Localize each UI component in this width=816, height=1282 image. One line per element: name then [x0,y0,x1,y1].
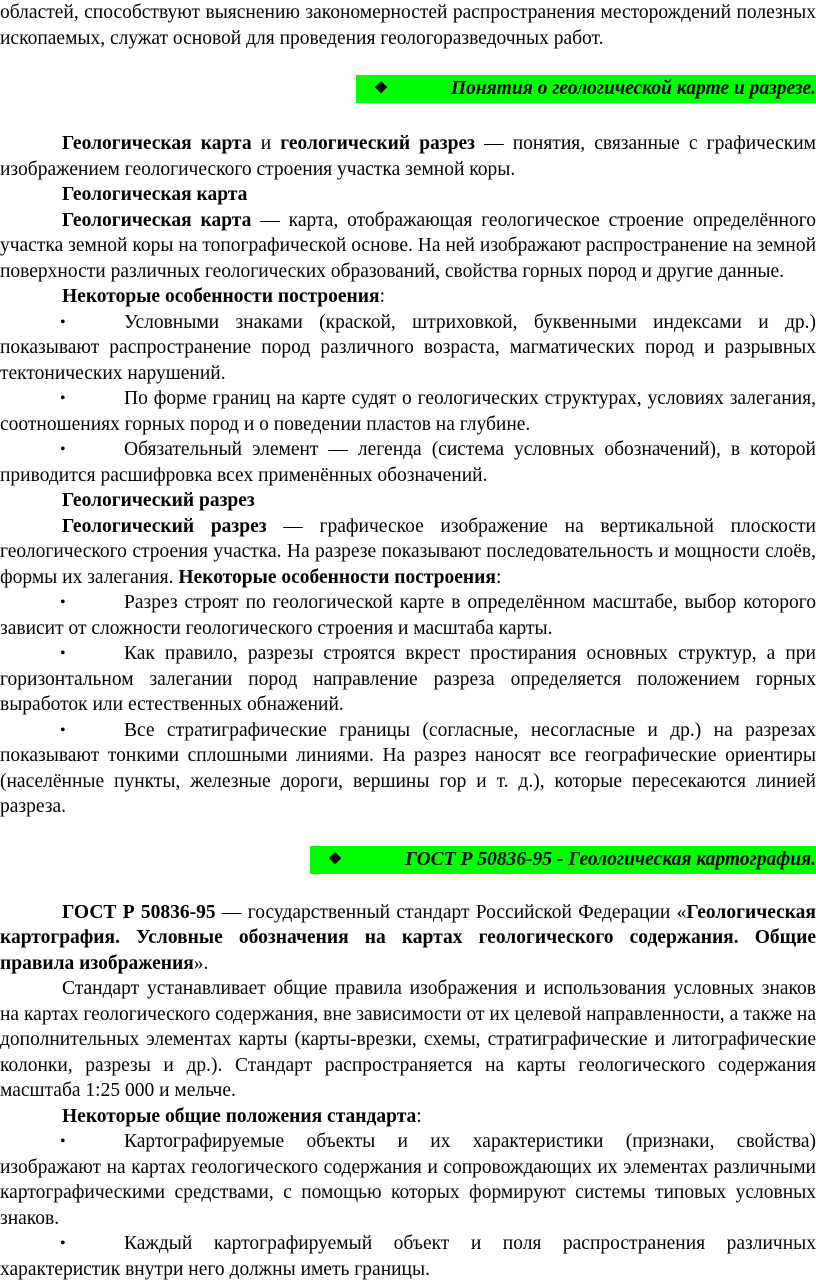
section-definition [0,514,816,591]
section-heading-geological-map [356,75,816,103]
map-features-title-text: Некоторые особенности построения [62,286,380,307]
provisions-title [0,1104,816,1130]
colon: : [379,286,385,307]
gost-title: Геологическая картография. Условные обозначения на картах геологического содержания. Общие правила изображения [0,901,816,974]
gost-term: ГОСТ Р 50836-95 [62,901,216,923]
provisions-title-text: Некоторые общие положения стандарта [62,1105,417,1127]
diamond-bullet-icon: ❖ [327,850,343,868]
provision-bullet-1: • Картографируемые объекты и их характеристики (признаки, свойства) изображают на картах геологического содержания и сопровождающих их элементах различными картографическими средствами, с помощью которых формируют системы типовых условных знаков. [0,1129,816,1231]
intro-paragraph: областей, способствуют выяснению закономерностей распространения месторождений полезных ископаемых, служат основой для проведения геологоразведочных работ. [0,2,816,49]
heading-text: Понятия о геологической карте и разрезе. [450,78,816,99]
map-definition-text: — карта, отображающая геологическое строение определённого участка земной коры на топографической основе. На ней изображают распространение на земной поверхности различных геологических образований, свойства горных пород и другие данные. [0,209,816,282]
map-bullet-1: • Условными знаками (краской, штриховкой, буквенными индексами и др.) показывают распространение пород различного возраста, магматических пород и разрывных тектонических нарушений. [0,310,816,387]
section-bullet-2: • Как правило, разрезы строятся вкрест простирания основных структур, а при горизонтальном залегании пород направление разреза определяется положением горных выработок или естественных обнажений. [0,641,816,718]
section-bullet-1: • Разрез строят по геологической карте в определённом масштабе, выбор которого зависит от сложности геологического строения и масштаба карты. [0,590,816,641]
provision-bullet-2: • Каждый картографируемый объект и поля распространения различных характеристик внутри него должны иметь границы. [0,1231,816,1282]
map-bullet-2: • По форме границ на карте судят о геологических структурах, условиях залегания, соотношениях горных пород и о поведении пластов на глубине. [0,386,816,437]
section-definition-term: Геологический разрез [62,515,267,537]
section-heading-gost [310,846,816,874]
concepts-text: — понятия, связанные с графическим изображением геологического строения участка земной коры. [0,133,816,180]
section-subtitle-text: Геологический разрез [62,490,255,511]
section-features-title: Некоторые особенности построения [178,566,496,588]
map-definition-term: Геологическая карта [62,209,252,231]
term-geological-map: Геологическая карта [62,133,252,154]
colon: : [495,566,502,588]
section-subtitle [0,488,816,514]
gost-paragraph [0,900,816,977]
map-bullet-3: • Обязательный элемент — легенда (система условных обозначений), в которой приводится расшифровка всех применённых обозначений. [0,437,816,488]
section-bullet-3: • Все стратиграфические границы (согласные, несогласные и др.) на разрезах показывают тонкими сплошными линиями. На разрез наносят все географические ориентиры (населённые пункты, железные дороги, вершины гор и т. д.), которые пересекаются линией разреза. [0,718,816,820]
term-geological-section: геологический разрез [280,133,475,154]
map-definition [0,208,816,285]
map-subtitle [0,182,816,208]
standard-paragraph: Стандарт устанавливает общие правила изображения и использования условных знаков на картах геологического содержания, вне зависимости от их целевой направленности, а также на дополнительных элементах карты (карты-врезки, схемы, стратиграфические и литографические колонки, разрезы и др.). Стандарт распространяется на карты геологического содержания масштаба 1:25 000 и мельче. [0,978,816,1101]
colon: : [416,1105,422,1127]
conjunction: и [251,133,281,154]
map-subtitle-text: Геологическая карта [62,184,248,205]
gost-text: — государственный стандарт Российской Федерации « [215,901,687,923]
map-features-title [0,284,816,310]
section-definition-text: — графическое изображение на вертикальной плоскости геологического строения участка. На разрезе показывают последовательность и мощности слоёв, формы их залегания. [0,515,816,588]
gost-end: ». [193,952,209,974]
heading-text: ГОСТ Р 50836-95 - Геологическая картография. [405,848,816,870]
diamond-bullet-icon: ❖ [373,80,389,97]
concepts-paragraph [0,131,816,182]
